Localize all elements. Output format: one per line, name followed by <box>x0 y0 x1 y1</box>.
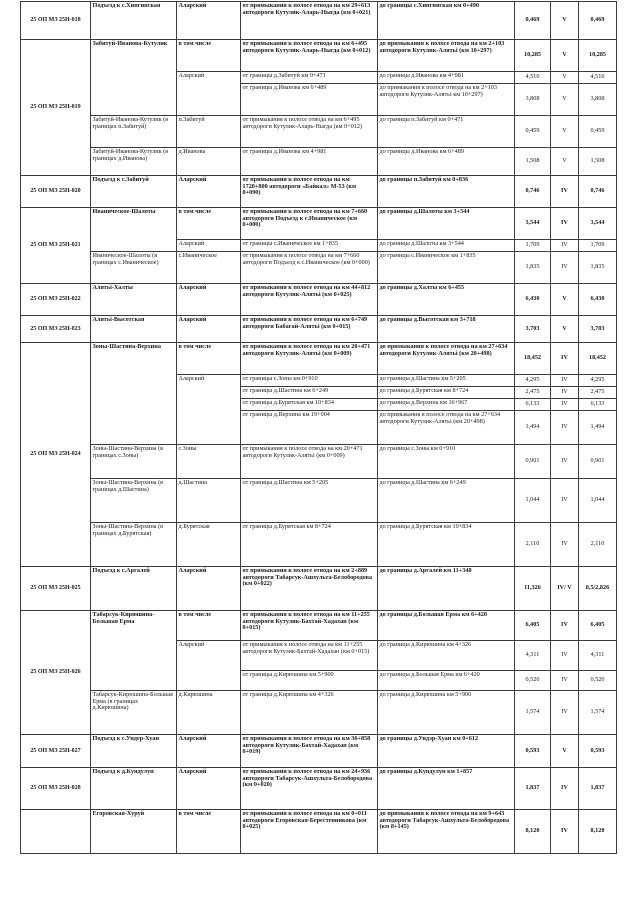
segment-start: от границы д.Иванова км 6+489 <box>241 84 378 116</box>
segment-end: до границы д.Шалоты км 3+544 <box>378 208 515 240</box>
length-total: 1,494 <box>579 411 617 445</box>
segment-end: до границы д.Кирюшина км 4+326 <box>378 641 515 671</box>
segment-end: до границы с.Хингинская км 0+490 <box>378 2 515 40</box>
road-name: Зоны-Шастина-Верхина <box>91 343 177 445</box>
segment-start: от примыкания к полосе отвода на км 20+471 автодороги Кутулик-Алятьі (км 0+009) <box>241 343 378 375</box>
table-row <box>21 735 617 768</box>
segment-length: 1,574 <box>515 691 551 735</box>
segment-end: до границы д.Кирюшина км 5+900 <box>378 691 515 735</box>
road-location: Аларский <box>177 72 241 116</box>
length-total: 3,808 <box>579 84 617 116</box>
segment-end: до границы д.Шалоты км 3+544 <box>378 240 515 252</box>
segment-start: от границы д.Шастина км 5+205 <box>241 479 378 523</box>
segment-end: до границы п.Забитуй км 0+471 <box>378 116 515 148</box>
road-name: Забитуй-Иванова-Кутулик <box>91 40 177 116</box>
segment-end: до границы с.Зоны км 0+910 <box>378 445 515 479</box>
table-row <box>21 523 617 567</box>
road-name: Подъезд к с.Ундер-Хуан <box>91 735 177 768</box>
road-category: IV <box>551 399 579 411</box>
segment-start: от границы д.Иванова км 4+981 <box>241 148 378 176</box>
segment-length: 0,469 <box>515 2 551 40</box>
table-row <box>21 810 617 854</box>
segment-length: 1,835 <box>515 252 551 284</box>
road-category: IV <box>551 611 579 641</box>
road-category: IV <box>551 252 579 284</box>
segment-start: от примыкания к полосе отвода на км 6+749 автодороги Бабагай-Алятьі (км 0+015) <box>241 316 378 343</box>
road-code: 25 ОП МЗ 25Н-026 <box>21 611 91 735</box>
road-category: V <box>551 148 579 176</box>
road-category: V <box>551 116 579 148</box>
segment-start: от примыкания к полосе отвода на км 2+889 автодороги Табарсук-Ашхульта-Белобородова (км 0+022) <box>241 567 378 611</box>
length-total: 0,593 <box>579 735 617 768</box>
road-name: Зоны-Шастина-Верхина (в границах с.Зоны) <box>91 445 177 479</box>
table-row <box>21 284 617 316</box>
road-category: V <box>551 284 579 316</box>
road-category: IV/ V <box>551 567 579 611</box>
road-code: 25 ОП МЗ 25Н-018 <box>21 2 91 40</box>
road-name: Подъезд к с.Аргалей <box>91 567 177 611</box>
segment-length: 1,709 <box>515 240 551 252</box>
segment-end: до примыкания к полосе отвода на км 27+634 автодороги Кутулик-Алятьі (км 20+498) <box>378 411 515 445</box>
road-code: 25 ОП МЗ 25Н-022 <box>21 284 91 316</box>
segment-start: от примыкания к полосе отвода на км 0+011 автодороги Егоровская-Берестенникова (км 0+025) <box>241 810 378 854</box>
length-total: 6,405 <box>579 611 617 641</box>
segment-start: от границы с.Зоны км 0+910 <box>241 375 378 387</box>
segment-start: от примыкания к полосе отвода на км 29+613 автодороги Кутулик-Аларь-Ныгда (км 0+021) <box>241 2 378 40</box>
segment-length: 10,285 <box>515 40 551 72</box>
segment-end: до границы д.Аргалей км 11+348 <box>378 567 515 611</box>
road-category: IV <box>551 176 579 208</box>
length-total: 0,901 <box>579 445 617 479</box>
segment-start: от границы д.Верхина км 19+004 <box>241 411 378 445</box>
road-code: 25 ОП МЗ 25Н-020 <box>21 176 91 208</box>
road-location: Аларский <box>177 2 241 40</box>
road-name: Подъезд к с.Забитуй <box>91 176 177 208</box>
road-code: 25 ОП МЗ 25Н-024 <box>21 343 91 567</box>
road-location: с.Иваническое <box>177 252 241 284</box>
length-total: 8,5/2,826 <box>579 567 617 611</box>
segment-start: от примыкания к полосе отвода на км 44+812 автодороги Кутулик-Алятьі (км 0+025) <box>241 284 378 316</box>
road-location: Аларский <box>177 768 241 810</box>
segment-length: 3,808 <box>515 84 551 116</box>
road-code: 25 ОП МЗ 25Н-027 <box>21 735 91 768</box>
road-category: IV <box>551 240 579 252</box>
segment-length: 6,405 <box>515 611 551 641</box>
road-location: д.Бурятская <box>177 523 241 567</box>
length-total: 0,520 <box>579 671 617 691</box>
segment-length: 11,326 <box>515 567 551 611</box>
road-category: V <box>551 72 579 84</box>
segment-length: 8,120 <box>515 810 551 854</box>
road-location: Аларский <box>177 735 241 768</box>
segment-start: от примыкания к полосе отвода на км 7+660 автодороги Подъезд к с.Иваническое (км 0+000) <box>241 252 378 284</box>
road-category: IV <box>551 671 579 691</box>
segment-start: от примыкания к полосе отвода на км 24+936 автодороги Табарсук-Ашхульта-Белобородова (км 0+020) <box>241 768 378 810</box>
segment-length: 4,295 <box>515 375 551 387</box>
table-row <box>21 176 617 208</box>
road-location: в том числе <box>177 611 241 641</box>
segment-start: от примыкания к полосе отвода на км 11+255 автодороги Кутулик-Бахтай-Хадахан (км 0+015) <box>241 611 378 641</box>
segment-end: до границы д.Бурятская км 10+834 <box>378 523 515 567</box>
road-location: Аларский <box>177 316 241 343</box>
segment-start: от примыкания к полосе отвода на км 6+495 автодороги Кутулик-Аларь-Ныгда (км 0+012) <box>241 116 378 148</box>
road-code: 25 ОП МЗ 25Н-025 <box>21 567 91 611</box>
segment-end: до границы д.Шастина км 5+205 <box>378 375 515 387</box>
segment-end: до границы с.Иваническое км 1+835 <box>378 252 515 284</box>
table-row <box>21 611 617 641</box>
segment-length: 6,430 <box>515 284 551 316</box>
segment-start: от примыкания к полосе отвода на км 11+255 автодороги Кутулик-Бахтай-Хадахан (км 0+015) <box>241 641 378 671</box>
road-location: в том числе <box>177 40 241 72</box>
segment-end: до границы д.Большая Ерма км 6+420 <box>378 611 515 641</box>
road-code <box>21 810 91 854</box>
road-code: 25 ОП МЗ 25Н-023 <box>21 316 91 343</box>
length-total: 4,510 <box>579 72 617 84</box>
road-name: Подъезд к с.Хингинская <box>91 2 177 40</box>
length-total: 4,295 <box>579 375 617 387</box>
table-row <box>21 116 617 148</box>
segment-start: от границы д.Бурятская км 8+724 <box>241 523 378 567</box>
segment-length: 3,544 <box>515 208 551 240</box>
segment-length: 6,133 <box>515 399 551 411</box>
segment-end: до границы д.Бурятская км 8+724 <box>378 387 515 399</box>
length-total: 1,835 <box>579 252 617 284</box>
length-total: 2,475 <box>579 387 617 399</box>
road-category: IV <box>551 343 579 375</box>
road-location: Аларский <box>177 240 241 252</box>
segment-length: 0,901 <box>515 445 551 479</box>
road-location: Аларский <box>177 284 241 316</box>
segment-length: 0,746 <box>515 176 551 208</box>
road-category: IV <box>551 387 579 399</box>
length-total: 10,285 <box>579 40 617 72</box>
segment-end: до примыкания к полосе отвода на км 2+103 автодороги Кутулик-Алятьі (км 10+297) <box>378 40 515 72</box>
table-row <box>21 691 617 735</box>
segment-end: до границы д.Халты км 6+455 <box>378 284 515 316</box>
length-total: 1,044 <box>579 479 617 523</box>
road-category: V <box>551 735 579 768</box>
table-row <box>21 208 617 240</box>
segment-length: 18,452 <box>515 343 551 375</box>
length-total: 0,459 <box>579 116 617 148</box>
road-name: Забитуй-Иванова-Кутулик (в границах п.Забитуй) <box>91 116 177 148</box>
table-row <box>21 2 617 40</box>
segment-end: до границы д.Иванова км 6+489 <box>378 148 515 176</box>
segment-start: от примыкания к полосе отвода на км 7+660 автодороги Подъезд к с.Иваническое (км 0+000) <box>241 208 378 240</box>
segment-start: от примыкания к полосе отвода на км 1720+800 автодороги «Байкал» М-53 (км 0+090) <box>241 176 378 208</box>
length-total: 1,837 <box>579 768 617 810</box>
length-total: 18,452 <box>579 343 617 375</box>
road-category: V <box>551 40 579 72</box>
segment-start: от примыкания к полосе отвода на км 36+858 автодороги Кутулик-Бахтай-Хадахан (км 0+019) <box>241 735 378 768</box>
roads-register-table <box>20 1 617 854</box>
road-category: V <box>551 2 579 40</box>
segment-end: до примыкания к полосе отвода на км 27+634 автодороги Кутулик-Алятьі (км 20+498) <box>378 343 515 375</box>
table-row <box>21 567 617 611</box>
road-category: IV <box>551 208 579 240</box>
segment-length: 0,593 <box>515 735 551 768</box>
table-row <box>21 148 617 176</box>
segment-start: от границы с.Иваническое км 1+835 <box>241 240 378 252</box>
segment-end: до границы д.Высотская км 3+718 <box>378 316 515 343</box>
segment-length: 1,494 <box>515 411 551 445</box>
road-category: IV <box>551 641 579 671</box>
road-location: в том числе <box>177 208 241 240</box>
road-code: 25 ОП МЗ 25Н-019 <box>21 40 91 176</box>
road-name: Иваническое-Шалоты (в границах с.Иваническое) <box>91 252 177 284</box>
road-category: IV <box>551 375 579 387</box>
segment-end: до границы д.Кундулун км 1+857 <box>378 768 515 810</box>
road-location: Аларский <box>177 567 241 611</box>
segment-length: 1,837 <box>515 768 551 810</box>
road-category: V <box>551 316 579 343</box>
length-total: 3,544 <box>579 208 617 240</box>
road-name: Егоровская-Хуруй <box>91 810 177 854</box>
length-total: 1,709 <box>579 240 617 252</box>
road-location: Аларский <box>177 641 241 691</box>
road-category: IV <box>551 445 579 479</box>
road-location: с.Зоны <box>177 445 241 479</box>
table-row <box>21 40 617 72</box>
segment-end: до границы д.Большая Ерма км 6+420 <box>378 671 515 691</box>
road-name: Алятьі-Халты <box>91 284 177 316</box>
length-total: 6,133 <box>579 399 617 411</box>
segment-start: от границы д.Бурятская км 10+834 <box>241 399 378 411</box>
table-row <box>21 343 617 375</box>
table-row <box>21 768 617 810</box>
length-total: 8,120 <box>579 810 617 854</box>
segment-start: от примыкания к полосе отвода на км 20+471 автодороги Кутулик-Алятьі (км 0+009) <box>241 445 378 479</box>
length-total: 6,430 <box>579 284 617 316</box>
road-code: 25 ОП МЗ 25Н-021 <box>21 208 91 284</box>
segment-start: от границы д.Забитуй км 0+471 <box>241 72 378 84</box>
length-total: 3,703 <box>579 316 617 343</box>
segment-start: от границы д.Кирюшина км 4+326 <box>241 691 378 735</box>
segment-length: 2,475 <box>515 387 551 399</box>
segment-end: до границы д.Верхина км 16+967 <box>378 399 515 411</box>
road-category: IV <box>551 810 579 854</box>
road-location: Аларский <box>177 176 241 208</box>
segment-start: от границы д.Шастина км 6+249 <box>241 387 378 399</box>
road-category: IV <box>551 691 579 735</box>
segment-end: до границы д.Иванова км 4+981 <box>378 72 515 84</box>
length-total: 4,311 <box>579 641 617 671</box>
road-name: Табарсук-Кирюшина-Большая Ерма <box>91 611 177 691</box>
segment-end: до границы п.Забитуй км 0+836 <box>378 176 515 208</box>
road-category: IV <box>551 523 579 567</box>
road-location: п.Забитуй <box>177 116 241 148</box>
segment-length: 2,110 <box>515 523 551 567</box>
segment-length: 1,044 <box>515 479 551 523</box>
road-name: Зоны-Шастина-Верхина (в границах д.Шастина) <box>91 479 177 523</box>
road-location: д.Шастина <box>177 479 241 523</box>
length-total: 2,110 <box>579 523 617 567</box>
segment-start: от границы д.Кирюшина км 5+900 <box>241 671 378 691</box>
segment-start: от примыкания к полосе отвода на км 6+495 автодороги Кутулик-Аларь-Ныгда (км 0+012) <box>241 40 378 72</box>
road-category: IV <box>551 411 579 445</box>
road-name: Забитуй-Иванова-Кутулик (в границах д.Иванова) <box>91 148 177 176</box>
length-total: 0,746 <box>579 176 617 208</box>
road-location: Аларский <box>177 375 241 445</box>
table-row <box>21 252 617 284</box>
segment-length: 4,510 <box>515 72 551 84</box>
road-name: Зоны-Шастина-Верхина (в границах д.Бурятская) <box>91 523 177 567</box>
segment-length: 4,311 <box>515 641 551 671</box>
segment-length: 0,520 <box>515 671 551 691</box>
segment-length: 3,703 <box>515 316 551 343</box>
segment-end: до примыкания к полосе отвода на км 9+643 автодороги Табарсук-Ашхульта-Белобородова (км 8+145) <box>378 810 515 854</box>
road-location: д.Иванова <box>177 148 241 176</box>
segment-end: до границы д.Шастина км 6+249 <box>378 479 515 523</box>
road-category: IV <box>551 768 579 810</box>
road-category: V <box>551 84 579 116</box>
length-total: 0,469 <box>579 2 617 40</box>
road-category: IV <box>551 479 579 523</box>
road-name: Алятьі-Высотская <box>91 316 177 343</box>
segment-length: 0,459 <box>515 116 551 148</box>
table-row <box>21 445 617 479</box>
road-location: в том числе <box>177 810 241 854</box>
segment-end: до примыкания к полосе отвода на км 2+103 автодороги Кутулик-Алятьі км 10+297) <box>378 84 515 116</box>
segment-end: до границы д.Ундэр-Хуан км 0+612 <box>378 735 515 768</box>
road-location: д.Кирюшина <box>177 691 241 735</box>
road-name: Подъезд к д.Кундулун <box>91 768 177 810</box>
table-row <box>21 479 617 523</box>
table-row <box>21 316 617 343</box>
length-total: 1,508 <box>579 148 617 176</box>
road-name: Иваническое-Шалоты <box>91 208 177 252</box>
length-total: 1,574 <box>579 691 617 735</box>
road-code: 25 ОП МЗ 25Н-028 <box>21 768 91 810</box>
road-location: в том числе <box>177 343 241 375</box>
segment-length: 1,508 <box>515 148 551 176</box>
road-name: Табарсук-Кирюшина-Большая Ерма (в границах д.Кирюшина) <box>91 691 177 735</box>
